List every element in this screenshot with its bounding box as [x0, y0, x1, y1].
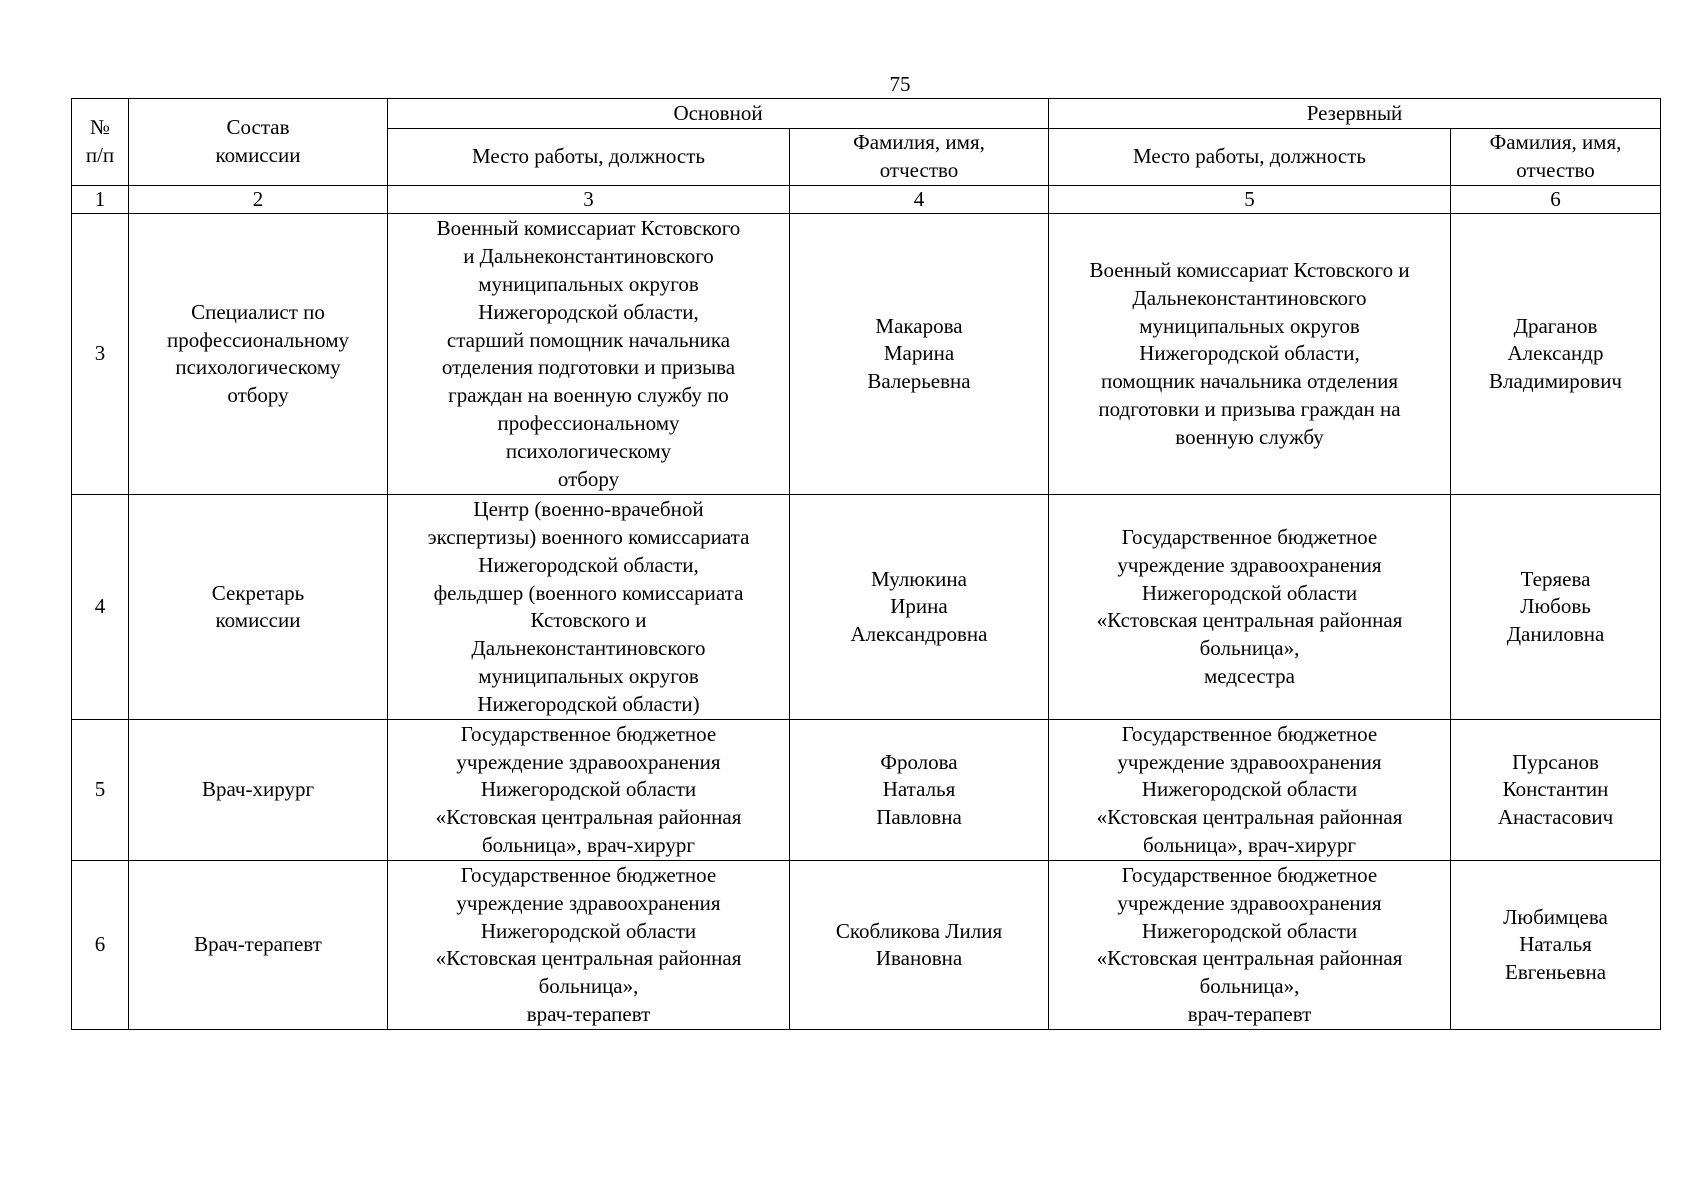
header-row-top	[72, 99, 1661, 129]
reserve-name-cell: Пурсанов Константин Анастасович	[1451, 720, 1661, 861]
header-main-workplace: Место работы, должность	[388, 129, 790, 186]
column-index: 4	[790, 185, 1049, 214]
column-index-row	[72, 185, 1661, 214]
page-number: 75	[889, 72, 911, 96]
column-index: 6	[1451, 185, 1661, 214]
row-number: 5	[72, 720, 129, 861]
reserve-workplace-cell: Военный комиссариат Кстовского и Дальнеконстантиновского муниципальных округов Нижегородской области, помощник начальника отделения подготовки и призыва граждан на военную службу	[1049, 214, 1451, 495]
table-row	[72, 495, 1661, 720]
reserve-workplace-cell: Государственное бюджетное учреждение здравоохранения Нижегородской области «Кстовская центральная районная больница», врач-хирург	[1049, 720, 1451, 861]
main-workplace-cell: Государственное бюджетное учреждение здравоохранения Нижегородской области «Кстовская центральная районная больница», врач-хирург	[388, 720, 790, 861]
header-num: № п/п	[72, 99, 129, 186]
main-workplace-cell: Центр (военно-врачебной экспертизы) военного комиссариата Нижегородской области, фельдшер (военного комиссариата Кстовского и Дальнеконстантиновского муниципальных округов Нижегородской области)	[388, 495, 790, 720]
table-row	[72, 214, 1661, 495]
header-reserve-workplace: Место работы, должность	[1049, 129, 1451, 186]
column-index: 5	[1049, 185, 1451, 214]
column-index: 1	[72, 185, 129, 214]
header-main-name: Фамилия, имя, отчество	[790, 129, 1049, 186]
row-number: 4	[72, 495, 129, 720]
header-reserve-name: Фамилия, имя, отчество	[1451, 129, 1661, 186]
reserve-workplace-cell: Государственное бюджетное учреждение здравоохранения Нижегородской области «Кстовская центральная районная больница», врач-терапевт	[1049, 861, 1451, 1030]
main-name-cell: Скобликова Лилия Ивановна	[790, 861, 1049, 1030]
main-name-cell: Мулюкина Ирина Александровна	[790, 495, 1049, 720]
role-cell: Секретарь комиссии	[129, 495, 388, 720]
reserve-name-cell: Теряева Любовь Даниловна	[1451, 495, 1661, 720]
column-index: 3	[388, 185, 790, 214]
main-workplace-cell: Государственное бюджетное учреждение здравоохранения Нижегородской области «Кстовская центральная районная больница», врач-терапевт	[388, 861, 790, 1030]
main-name-cell: Фролова Наталья Павловна	[790, 720, 1049, 861]
reserve-workplace-cell: Государственное бюджетное учреждение здравоохранения Нижегородской области «Кстовская центральная районная больница», медсестра	[1049, 495, 1451, 720]
role-cell: Врач-терапевт	[129, 861, 388, 1030]
table-row	[72, 720, 1661, 861]
commission-table	[71, 98, 1661, 1030]
reserve-name-cell: Драганов Александр Владимирович	[1451, 214, 1661, 495]
table-row	[72, 861, 1661, 1030]
main-name-cell: Макарова Марина Валерьевна	[790, 214, 1049, 495]
header-composition: Состав комиссии	[129, 99, 388, 186]
header-reserve-group: Резервный	[1049, 99, 1661, 129]
column-index: 2	[129, 185, 388, 214]
row-number: 6	[72, 861, 129, 1030]
reserve-name-cell: Любимцева Наталья Евгеньевна	[1451, 861, 1661, 1030]
header-main-group: Основной	[388, 99, 1049, 129]
row-number: 3	[72, 214, 129, 495]
role-cell: Специалист по профессиональному психологическому отбору	[129, 214, 388, 495]
role-cell: Врач-хирург	[129, 720, 388, 861]
main-workplace-cell: Военный комиссариат Кстовского и Дальнеконстантиновского муниципальных округов Нижегородской области, старший помощник начальника отделения подготовки и призыва граждан на военную службу по профессиональному психологическому отбору	[388, 214, 790, 495]
